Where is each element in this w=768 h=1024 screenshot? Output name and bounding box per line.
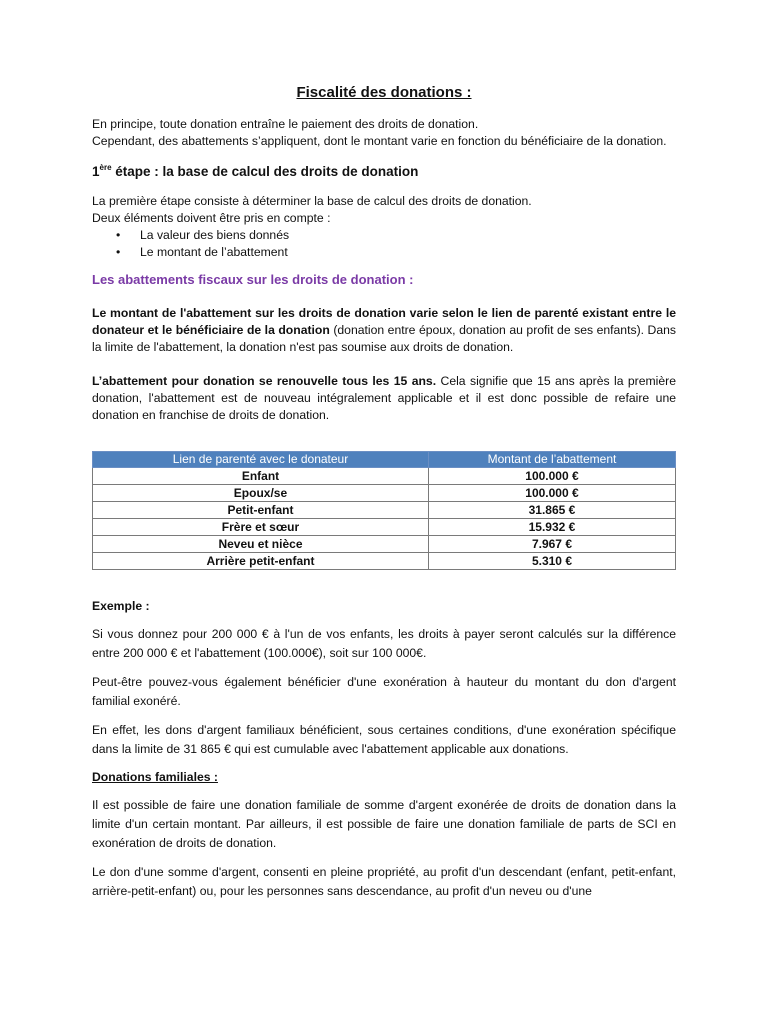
table-cell-montant: 15.932 € <box>428 519 675 536</box>
abattements-paragraph-1 <box>92 305 676 356</box>
abattements-heading: Les abattements fiscaux sur les droits de donation : <box>92 272 414 287</box>
step-1-heading <box>92 159 676 180</box>
exemple-paragraph-1: Si vous donnez pour 200 000 € à l'un de vos enfants, les droits à payer seront calculés sur la différence entre 200 000 € et l'abattement (100.000€), soit sur 100 000€. <box>92 627 676 660</box>
table-cell-lien: Enfant <box>93 468 429 485</box>
table-cell-montant: 7.967 € <box>428 536 675 553</box>
table-cell-lien: Epoux/se <box>93 485 429 502</box>
list-item-text: La valeur des biens donnés <box>140 228 290 242</box>
table-row <box>93 536 676 553</box>
table-row <box>93 519 676 536</box>
table-row <box>93 485 676 502</box>
list-item <box>92 227 676 244</box>
abattements-paragraph-1-rest: (donation entre époux, donation au profit de ses enfants). Dans la limite de l'abattement, la donation n'est pas soumise aux droits de donation. <box>92 323 676 354</box>
abattements-paragraph-2-bold: L’abattement pour donation se renouvelle tous les 15 ans. <box>92 374 437 388</box>
table-row <box>93 553 676 570</box>
table-cell-lien: Petit-enfant <box>93 502 429 519</box>
step-1-paragraph-1: La première étape consiste à déterminer la base de calcul des droits de donation. <box>92 194 532 208</box>
table-row <box>93 502 676 519</box>
step-1-bullet-list <box>92 227 676 261</box>
intro-line-2: Cependant, des abattements s’appliquent, dont le montant varie en fonction du bénéficiaire de la donation. <box>92 134 667 148</box>
list-item <box>92 244 676 261</box>
abattements-paragraph-2 <box>92 373 676 424</box>
familiales-paragraph-2: Le don d'une somme d'argent, consenti en pleine propriété, au profit d'un descendant (enfant, petit-enfant, arrière-petit-enfant) ou, pour les personnes sans descendance, au profit d'un neveu ou d'une <box>92 865 676 898</box>
abattement-table <box>92 451 676 570</box>
table-header-montant: Montant de l’abattement <box>428 452 675 468</box>
intro-line-1: En principe, toute donation entraîne le paiement des droits de donation. <box>92 117 479 131</box>
bullet-icon: • <box>116 228 121 242</box>
document-title: Fiscalité des donations : <box>296 84 472 101</box>
step-1-heading-text: étape : la base de calcul des droits de donation <box>111 164 419 179</box>
step-1-paragraph-2: Deux éléments doivent être pris en compte : <box>92 211 331 225</box>
exemple-paragraph-2: Peut-être pouvez-vous également bénéficier d'une exonération à hauteur du montant du don d'argent familial exonéré. <box>92 675 676 708</box>
table-cell-montant: 100.000 € <box>428 485 675 502</box>
table-cell-montant: 5.310 € <box>428 553 675 570</box>
exemple-paragraph-3: En effet, les dons d'argent familiaux bénéficient, sous certaines conditions, d'une exonération spécifique dans la limite de 31 865 € qui est cumulable avec l'abattement applicable aux donations. <box>92 723 676 756</box>
table-cell-montant: 31.865 € <box>428 502 675 519</box>
abattements-paragraph-2-rest: Cela signifie que 15 ans après la première donation, l'abattement est de nouveau intégralement applicable et il est donc possible de refaire une donation en franchise de droits de donation. <box>92 374 676 422</box>
table-cell-montant: 100.000 € <box>428 468 675 485</box>
step-1-number: 1 <box>92 164 100 179</box>
document-page <box>92 84 676 901</box>
table-header-row <box>93 452 676 468</box>
step-1-superscript: ère <box>99 163 112 172</box>
exemple-label: Exemple : <box>92 599 150 613</box>
familiales-paragraph-1: Il est possible de faire une donation familiale de somme d'argent exonérée de droits de donation dans la limite d'un certain montant. Par ailleurs, il est possible de faire une donation familiale de parts de SCI en exonération de droits de donation. <box>92 798 676 850</box>
donations-familiales-heading: Donations familiales : <box>92 770 218 784</box>
abattements-paragraph-1-bold: Le montant de l'abattement sur les droits de donation varie selon le lien de parenté existant entre le donateur et le bénéficiaire de la donation <box>92 306 676 337</box>
table-header-lien: Lien de parenté avec le donateur <box>93 452 429 468</box>
table-row <box>93 468 676 485</box>
list-item-text: Le montant de l’abattement <box>140 245 288 259</box>
bullet-icon: • <box>116 245 121 259</box>
table-cell-lien: Frère et sœur <box>93 519 429 536</box>
table-cell-lien: Neveu et nièce <box>93 536 429 553</box>
table-cell-lien: Arrière petit-enfant <box>93 553 429 570</box>
